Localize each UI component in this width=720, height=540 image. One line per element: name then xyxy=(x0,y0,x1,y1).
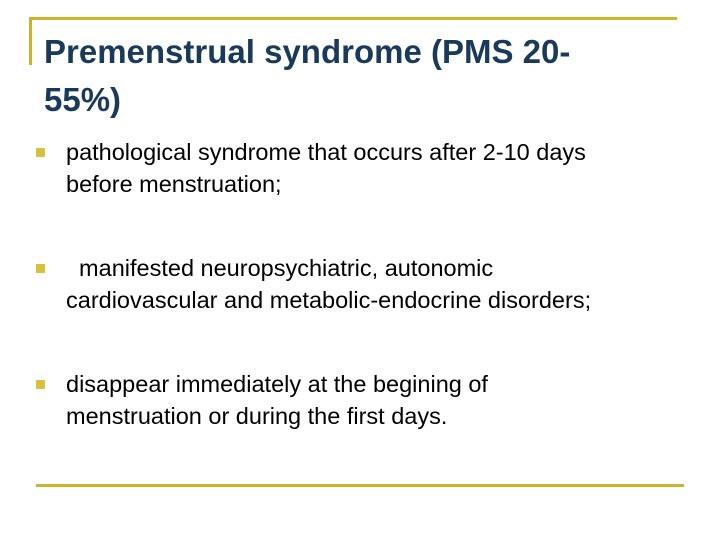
bullet-text xyxy=(66,252,702,316)
bullet-text-line: before menstruation; xyxy=(66,171,282,197)
bullet-text-line: manifested neuropsychiatric, autonomic xyxy=(66,255,494,281)
bullet-text-line: pathological syndrome that occurs after 2-10 days xyxy=(66,139,586,165)
square-bullet-icon xyxy=(36,264,45,273)
bullet-item xyxy=(30,368,702,432)
bullet-item xyxy=(30,136,702,200)
bullet-item xyxy=(30,252,702,316)
bullet-text-line: cardiovascular and metabolic-endocrine disorders; xyxy=(66,287,592,313)
title-frame-top-rule xyxy=(29,17,677,20)
title-frame-left-rule xyxy=(29,17,32,65)
bullet-text xyxy=(66,368,702,432)
bullet-text-line: menstruation or during the first days. xyxy=(66,403,448,429)
bullet-list xyxy=(30,136,702,432)
square-bullet-icon xyxy=(36,148,45,157)
slide-title-line: Premenstrual syndrome (PMS 20- xyxy=(44,33,571,70)
slide-title-line: 55%) xyxy=(44,81,122,118)
bottom-rule xyxy=(36,484,684,487)
slide-title xyxy=(44,28,694,124)
bullet-text-line: disappear immediately at the begining of xyxy=(66,371,488,397)
square-bullet-icon xyxy=(36,380,45,389)
bullet-text xyxy=(66,136,702,200)
